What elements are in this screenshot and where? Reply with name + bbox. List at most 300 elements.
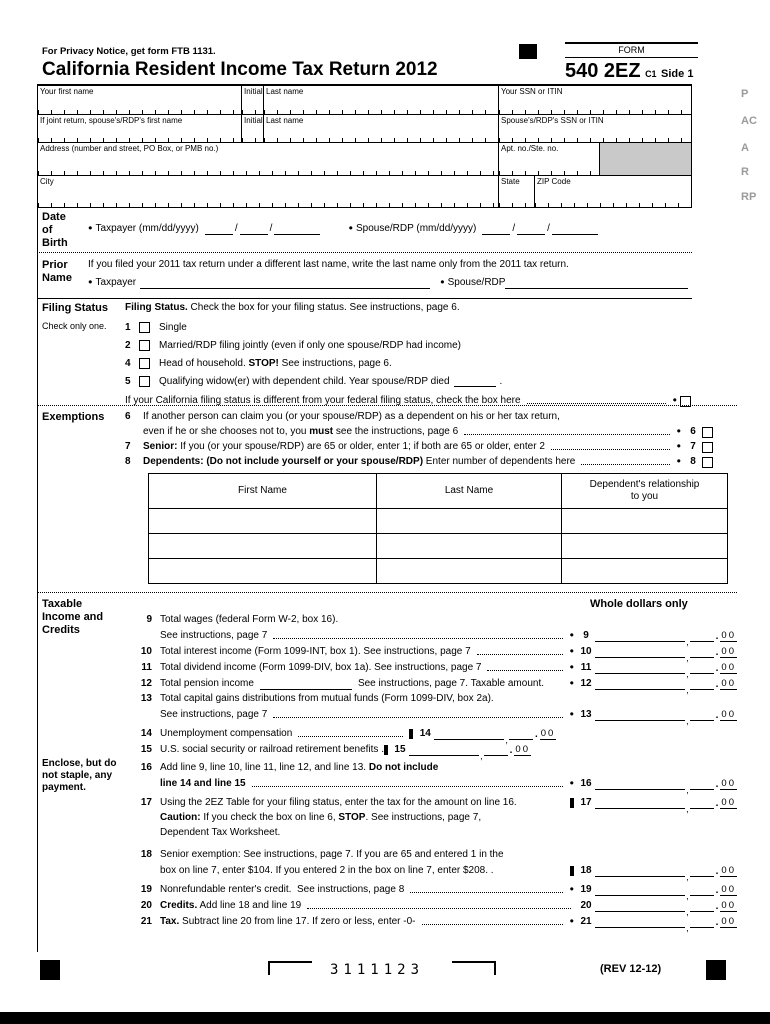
- line11-amount-field[interactable]: [595, 661, 737, 679]
- amount-decimal-point: .: [534, 729, 538, 740]
- last-name-label: Last name: [266, 116, 304, 125]
- amount-comma: ,: [686, 872, 689, 882]
- stop-bold: STOP: [338, 812, 366, 823]
- line-number-right: 20: [580, 900, 592, 911]
- spouse-last-name-input[interactable]: [263, 115, 498, 142]
- income-lines: [130, 614, 737, 931]
- amount-dollars-blank[interactable]: [690, 866, 714, 877]
- whole-dollars-label: Whole dollars only: [590, 598, 688, 610]
- line-number: 18: [140, 849, 152, 860]
- filing-status-option-married: [125, 338, 737, 352]
- last-name-label: Last name: [266, 87, 304, 96]
- amount-comma: ,: [686, 685, 689, 695]
- amount-decimal-point: .: [715, 866, 719, 877]
- line9-amount-field[interactable]: [595, 629, 737, 647]
- amount-cents: 00: [721, 916, 736, 927]
- income-sidebar-line: Credits: [42, 624, 80, 636]
- revision-label: (REV 12-12): [600, 963, 662, 975]
- income-sidebar-line: Income and: [42, 611, 104, 623]
- amount-dollars-blank[interactable]: [595, 917, 685, 928]
- prior-name-fields: [88, 277, 688, 289]
- income-line-13b: [130, 708, 737, 726]
- dependents-header-row: [149, 474, 727, 508]
- fill-in-bullet-icon: ●: [569, 662, 574, 671]
- income-line-18: [130, 849, 737, 861]
- line6-text: If another person can claim you (or your spouse/RDP) as a dependent on his or her tax return,: [143, 411, 560, 422]
- line8-bold: Dependents: (Do not include yourself or your spouse/RDP): [143, 456, 424, 467]
- dotted-leader: [422, 924, 564, 925]
- exemption-line-6b: [125, 426, 737, 438]
- line15-text: U.S. social security or railroad retirement benefits .: [160, 744, 384, 755]
- amount-cents: 00: [721, 630, 736, 641]
- dependent-last-name-cell[interactable]: [376, 509, 561, 533]
- amount-comma: ,: [686, 637, 689, 647]
- dotted-leader: [307, 908, 571, 909]
- line14-text: Unemployment compensation: [160, 728, 293, 739]
- zip-input[interactable]: [534, 176, 691, 207]
- amount-dollars-blank[interactable]: [690, 663, 714, 674]
- line13-text: Total capital gains distributions from mutual funds (Form 1099-DIV, box 2a).: [160, 693, 494, 704]
- fill-in-bullet-icon: ●: [569, 678, 574, 687]
- enclose-note-line: Enclose, but do: [42, 758, 117, 769]
- line17-amount-field[interactable]: [595, 796, 737, 814]
- address-input[interactable]: [38, 143, 498, 175]
- amount-dollars-blank[interactable]: [690, 779, 714, 790]
- amount-dollars-blank[interactable]: [484, 745, 508, 756]
- section-separator: [37, 592, 737, 593]
- line-number-right: 15: [394, 744, 406, 755]
- line11-text: Total dividend income (Form 1099-DIV, box 1a). See instructions, page 7: [160, 662, 482, 673]
- ssn-label: Your SSN or ITIN: [501, 87, 563, 96]
- fill-in-bullet-icon: ●: [676, 441, 681, 450]
- exemptions-section: [37, 411, 737, 592]
- amount-decimal-point: .: [715, 798, 719, 809]
- prior-name-instruction: If you filed your 2011 tax return under a different last name, write the last name only from the 2011 tax return.: [88, 259, 569, 270]
- amount-comma: ,: [686, 716, 689, 726]
- amount-dollars-blank[interactable]: [595, 798, 685, 809]
- line-number: 12: [140, 678, 152, 689]
- amount-decimal-point: .: [509, 745, 513, 756]
- filing-status-heading-bold: Filing Status.: [125, 302, 188, 313]
- date-separator: /: [234, 223, 238, 234]
- dob-taxpayer-day-field[interactable]: [240, 223, 268, 235]
- alignment-bracket-right: [452, 961, 496, 975]
- dotted-leader: [410, 892, 563, 893]
- line-number-right: 18: [580, 865, 592, 876]
- line12-amount-field[interactable]: [595, 677, 737, 695]
- senior-exemption-box[interactable]: [702, 442, 713, 453]
- amount-comma: ,: [686, 804, 689, 814]
- prior-taxpayer-label: Taxpayer: [95, 277, 137, 288]
- print-control-letter: AC: [741, 115, 757, 127]
- exemption-line-8: [125, 456, 737, 468]
- income-line-9: [130, 614, 737, 626]
- income-line-20: [130, 899, 737, 917]
- amount-dollars-blank[interactable]: [595, 710, 685, 721]
- state-label: State: [501, 177, 520, 186]
- dob-taxpayer-month-field[interactable]: [205, 223, 233, 235]
- line17-text: Using the 2EZ Table for your filing status, enter the tax for the amount on line 16.: [160, 797, 517, 808]
- taxpayer-info-grid: [37, 84, 692, 208]
- line13-amount-field[interactable]: [595, 708, 737, 726]
- line18-text: Senior exemption: See instructions, page 7. If you are 65 and entered 1 in the: [160, 849, 504, 860]
- dependent-first-name-cell[interactable]: [149, 559, 376, 583]
- line20-amount-field[interactable]: [595, 899, 737, 917]
- line-number-right: 13: [580, 709, 592, 720]
- amount-comma: ,: [686, 907, 689, 917]
- header-text: to you: [630, 491, 659, 502]
- col-header-last-name: [376, 474, 561, 508]
- amount-cents: 00: [721, 678, 736, 689]
- header-text: Last Name: [444, 485, 494, 496]
- line-number: 15: [140, 744, 152, 755]
- federal-status-note: If your California filing status is different from your federal filing status, check the box here: [125, 395, 521, 406]
- initial-label: Initial: [244, 87, 263, 96]
- date-separator: /: [512, 223, 516, 234]
- prior-taxpayer-name-field[interactable]: [140, 277, 430, 289]
- dependent-row: [149, 533, 727, 558]
- initial-input[interactable]: [241, 86, 263, 114]
- caution-bold: Caution:: [160, 812, 201, 823]
- line-number-right: 8: [690, 456, 696, 467]
- line21-text: Subtract line 20 from line 17. If zero or less, enter -0-: [179, 916, 416, 927]
- amount-decimal-point: .: [715, 917, 719, 928]
- filing-status-married-checkbox[interactable]: [139, 340, 150, 351]
- amount-dollars-blank[interactable]: [409, 745, 479, 756]
- fill-in-bullet-icon: ●: [569, 630, 574, 639]
- income-line-9b: [130, 629, 737, 647]
- zip-label: ZIP Code: [537, 177, 571, 186]
- amount-comma: ,: [686, 923, 689, 933]
- bottom-registration-bar: [0, 1012, 770, 1024]
- line-number-right: 14: [419, 728, 431, 739]
- line12-text: See instructions, page 7. Taxable amount.: [357, 678, 544, 689]
- filing-status-heading-rest: Check the box for your filing status. See instructions, page 6.: [187, 302, 460, 313]
- dob-spouse-month-field[interactable]: [482, 223, 510, 235]
- income-sidebar-title: [42, 598, 103, 637]
- filing-status-widow-checkbox[interactable]: [139, 376, 150, 387]
- line9-text: See instructions, page 7: [160, 630, 268, 641]
- line16-amount-field[interactable]: [595, 777, 737, 795]
- dependent-last-name-cell[interactable]: [376, 534, 561, 558]
- amount-dollars-blank[interactable]: [690, 647, 714, 658]
- form-barcode-number: 3111123: [330, 962, 425, 978]
- dob-sidebar-line: Birth: [42, 237, 68, 249]
- fill-in-bullet-icon: ●: [569, 778, 574, 787]
- filing-status-option-single: [125, 320, 737, 334]
- option-label: Qualifying widow(er) with dependent child. Year spouse/RDP died: [159, 375, 450, 387]
- dotted-leader: [298, 736, 403, 737]
- amount-dollars-blank[interactable]: [690, 679, 714, 690]
- amount-dollars-blank[interactable]: [434, 729, 504, 740]
- line7-bold: Senior:: [143, 441, 178, 452]
- amount-dollars-blank[interactable]: [690, 901, 714, 912]
- line19-amount-field[interactable]: [595, 883, 737, 901]
- caution-text: Dependent Tax Worksheet.: [160, 827, 281, 838]
- check-only-one-note: Check only one.: [42, 321, 107, 331]
- dob-spouse-day-field[interactable]: [517, 223, 545, 235]
- line-number: 16: [140, 762, 152, 773]
- prior-spouse-label: Spouse/RDP: [447, 277, 506, 288]
- spouse-first-name-label: If joint return, spouse's/RDP's first name: [40, 116, 183, 125]
- col-header-relationship: [561, 474, 727, 508]
- form-number-block: [565, 60, 745, 83]
- amount-dollars-blank[interactable]: [595, 631, 685, 642]
- enclose-payment-note: [42, 758, 116, 794]
- line16-text: Add line 9, line 10, line 11, line 12, and line 13.: [160, 762, 369, 773]
- option-label: Head of household.: [159, 357, 249, 369]
- amount-comma: ,: [686, 653, 689, 663]
- option-number: 5: [125, 375, 131, 387]
- line15-amount-field[interactable]: [409, 743, 531, 761]
- exemptions-sidebar-title: Exemptions: [42, 411, 105, 423]
- income-line-14: [130, 727, 737, 745]
- pension-income-blank-field[interactable]: [260, 678, 352, 690]
- line9-text: Total wages (federal Form W-2, box 16).: [160, 614, 339, 625]
- amount-decimal-point: .: [715, 710, 719, 721]
- prior-name-sidebar-title: [42, 259, 72, 285]
- line-number: 9: [146, 614, 152, 625]
- amount-dollars-blank[interactable]: [595, 679, 685, 690]
- line16-bold: Do not include: [368, 762, 439, 773]
- dotted-leader: [581, 464, 670, 465]
- amount-dollars-blank[interactable]: [690, 917, 714, 928]
- dependents-table: [148, 473, 728, 584]
- amount-dollars-blank[interactable]: [690, 885, 714, 896]
- filing-status-heading: [125, 302, 737, 314]
- line-number: 7: [125, 441, 131, 452]
- fill-in-bullet-icon: ●: [440, 277, 445, 286]
- fill-in-bullet-icon: ●: [569, 916, 574, 925]
- amount-cents: 00: [721, 884, 736, 895]
- col-header-first-name: [149, 474, 376, 508]
- dotted-leader: [273, 717, 563, 718]
- amount-dollars-blank[interactable]: [595, 866, 685, 877]
- dependent-relationship-cell[interactable]: [561, 534, 727, 558]
- filing-status-sidebar-title: Filing Status: [42, 302, 108, 314]
- enclose-note-line: payment.: [42, 782, 86, 793]
- form-label: FORM: [618, 45, 645, 55]
- apt-input[interactable]: [498, 143, 599, 175]
- year-spouse-died-field[interactable]: [454, 375, 496, 387]
- line-number: 17: [140, 797, 152, 808]
- line-number: 20: [140, 900, 152, 911]
- city-label: City: [40, 177, 54, 186]
- income-line-16b: [130, 777, 737, 795]
- initial-label: Initial: [244, 116, 263, 125]
- amount-cents: 00: [540, 728, 556, 739]
- line12-text: Total pension income: [160, 678, 254, 689]
- amount-dollars-blank[interactable]: [595, 663, 685, 674]
- dotted-leader: [477, 654, 564, 655]
- prior-sidebar-line: Prior: [42, 259, 68, 271]
- line18-amount-field[interactable]: [595, 864, 737, 882]
- dob-fields: [88, 223, 598, 235]
- amount-decimal-point: .: [715, 901, 719, 912]
- line20-bold: Credits.: [160, 900, 198, 911]
- dob-section: [37, 205, 692, 253]
- income-line-11: [130, 661, 737, 679]
- amount-cents: 00: [721, 900, 736, 911]
- state-input[interactable]: [498, 176, 534, 207]
- amount-cents: 00: [721, 709, 736, 720]
- dependent-row: [149, 508, 727, 533]
- alignment-bar-icon: [384, 745, 388, 755]
- dob-taxpayer-year-field[interactable]: [274, 223, 320, 235]
- dependent-first-name-cell[interactable]: [149, 534, 376, 558]
- address-label: Address (number and street, PO Box, or PMB no.): [40, 144, 219, 153]
- registration-mark-bottom-right: [706, 960, 726, 980]
- print-control-letter: RP: [741, 191, 757, 203]
- registration-mark-bottom-left: [40, 960, 60, 980]
- line6-text: even if he or she chooses not to, you: [143, 426, 310, 437]
- amount-dollars-blank[interactable]: [509, 729, 533, 740]
- amount-cents: 00: [721, 865, 736, 876]
- fill-in-bullet-icon: ●: [676, 456, 681, 465]
- line-number-right: 7: [690, 441, 696, 452]
- line-number: 11: [141, 662, 152, 673]
- date-separator: /: [269, 223, 273, 234]
- amount-decimal-point: .: [715, 631, 719, 642]
- line19-text: Nonrefundable renter's credit. See instructions, page 8: [160, 884, 405, 895]
- income-line-16: [130, 762, 737, 774]
- option-label: Single: [159, 321, 187, 333]
- amount-dollars-blank[interactable]: [595, 647, 685, 658]
- filing-status-option-widow: [125, 374, 737, 388]
- option-number: 4: [125, 357, 131, 369]
- dob-spouse-label: Spouse/RDP (mm/dd/yyyy): [355, 223, 477, 234]
- prior-spouse-name-field[interactable]: [505, 277, 688, 289]
- dob-taxpayer-label: Taxpayer (mm/dd/yyyy): [95, 223, 199, 234]
- dependents-count-box[interactable]: [702, 457, 713, 468]
- caution-text: . See instructions, page 7,: [365, 812, 482, 823]
- grid-row-taxpayer: [38, 86, 691, 114]
- print-control-letter: R: [741, 166, 749, 178]
- dob-spouse-year-field[interactable]: [552, 223, 598, 235]
- ssn-input[interactable]: [498, 86, 691, 114]
- amount-dollars-blank[interactable]: [595, 885, 685, 896]
- fill-in-bullet-icon: ●: [569, 646, 574, 655]
- last-name-input[interactable]: [263, 86, 498, 114]
- filing-status-hoh-checkbox[interactable]: [139, 358, 150, 369]
- dependent-claim-checkbox[interactable]: [702, 427, 713, 438]
- fill-in-bullet-icon: ●: [569, 884, 574, 893]
- amount-decimal-point: .: [715, 663, 719, 674]
- dotted-leader: [487, 670, 563, 671]
- dependent-last-name-cell[interactable]: [376, 559, 561, 583]
- line-number: 21: [140, 916, 152, 927]
- amount-dollars-blank[interactable]: [690, 710, 714, 721]
- line10-text: Total interest income (Form 1099-INT, box 1). See instructions, page 7: [160, 646, 471, 657]
- filing-status-single-checkbox[interactable]: [139, 322, 150, 333]
- spouse-ssn-label: Spouse's/RDP's SSN or ITIN: [501, 116, 604, 125]
- spouse-first-name-input[interactable]: [38, 115, 241, 142]
- line21-amount-field[interactable]: [595, 915, 737, 933]
- date-separator: /: [547, 223, 550, 234]
- fill-in-bullet-icon: ●: [348, 223, 353, 232]
- amount-cents: 00: [721, 797, 736, 808]
- line-number-right: 6: [690, 426, 696, 437]
- fill-in-bullet-icon: ●: [88, 277, 93, 286]
- amount-dollars-blank[interactable]: [595, 901, 685, 912]
- first-name-input[interactable]: [38, 86, 241, 114]
- dotted-leader: [527, 403, 667, 404]
- header-text: Dependent's relationship: [589, 479, 700, 490]
- line10-amount-field[interactable]: [595, 645, 737, 663]
- fill-in-bullet-icon: ●: [569, 709, 574, 718]
- income-line-17-caution: [130, 812, 737, 824]
- line-number-right: 16: [580, 778, 592, 789]
- alignment-bar-icon: [570, 798, 574, 808]
- income-sidebar-line: Taxable: [42, 598, 83, 610]
- income-line-17: [130, 796, 737, 814]
- dotted-leader: [464, 434, 670, 435]
- income-line-10: [130, 645, 737, 663]
- grid-row-spouse: [38, 114, 691, 142]
- privacy-notice: For Privacy Notice, get form FTB 1131.: [42, 46, 216, 57]
- fill-in-bullet-icon: ●: [672, 395, 677, 404]
- line-number: 8: [125, 456, 131, 467]
- dob-sidebar-line: Date: [42, 211, 66, 223]
- line6-text: see the instructions, page 6: [333, 426, 459, 437]
- line-number: 10: [140, 646, 152, 657]
- line18-text: box on line 7, enter $104. If you entered 2 in the box on line 7, enter $208. .: [160, 865, 494, 876]
- income-line-17-caution2: [130, 827, 737, 839]
- filing-status-content: [125, 302, 737, 407]
- amount-dollars-blank[interactable]: [690, 631, 714, 642]
- prior-name-section: [37, 253, 692, 299]
- amount-comma: ,: [686, 669, 689, 679]
- line20-text: Add line 18 and line 19: [197, 900, 302, 911]
- dotted-leader: [252, 786, 564, 787]
- print-control-letter: P: [741, 88, 749, 100]
- line-number-right: 9: [583, 630, 589, 641]
- exemption-line-7: [125, 441, 737, 453]
- spouse-initial-input[interactable]: [241, 115, 263, 142]
- line-number-right: 17: [580, 797, 592, 808]
- amount-cents: 00: [515, 744, 530, 755]
- option-label: See instructions, page 6.: [278, 357, 392, 369]
- amount-decimal-point: .: [715, 647, 719, 658]
- amount-comma: ,: [480, 751, 483, 761]
- dotted-leader: [551, 449, 671, 450]
- grid-row-city: [38, 175, 691, 207]
- dependent-relationship-cell[interactable]: [561, 509, 727, 533]
- dependent-relationship-cell[interactable]: [561, 559, 727, 583]
- form-side: Side 1: [661, 68, 694, 80]
- income-line-12: [130, 677, 737, 695]
- line8-text: Enter number of dependents here: [423, 456, 576, 467]
- line14-amount-field[interactable]: [434, 727, 556, 745]
- header-text: First Name: [238, 485, 287, 496]
- amount-comma: ,: [686, 891, 689, 901]
- option-tail: .: [499, 375, 503, 387]
- amount-dollars-blank[interactable]: [690, 798, 714, 809]
- dependent-first-name-cell[interactable]: [149, 509, 376, 533]
- income-line-15: [130, 743, 737, 761]
- line-number-right: 21: [580, 916, 592, 927]
- amount-comma: ,: [686, 785, 689, 795]
- option-label: Married/RDP filing jointly (even if only one spouse/RDP had income): [159, 339, 461, 351]
- first-name-label: Your first name: [40, 87, 94, 96]
- grid-row-address: [38, 142, 691, 175]
- income-line-21: [130, 915, 737, 933]
- form-number: 540 2EZ: [565, 60, 641, 82]
- dob-sidebar-title: [42, 211, 68, 250]
- amount-dollars-blank[interactable]: [595, 779, 685, 790]
- spouse-ssn-input[interactable]: [498, 115, 691, 142]
- city-input[interactable]: [38, 176, 498, 207]
